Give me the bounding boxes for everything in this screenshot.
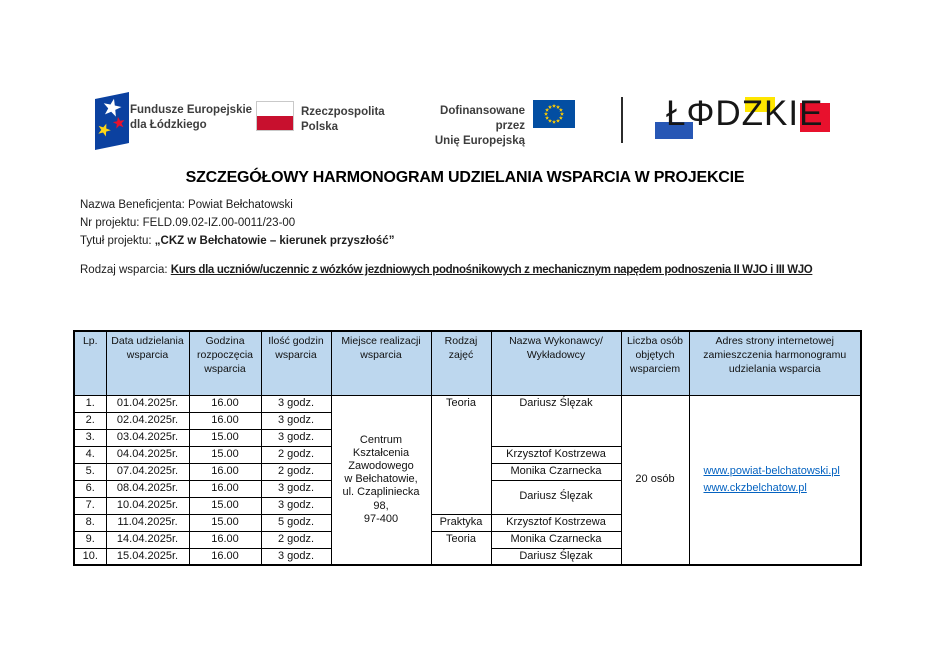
cell-time: 15.00 [189, 514, 261, 531]
cell-date: 04.04.2025r. [106, 446, 189, 463]
cell-hours: 3 godz. [261, 395, 331, 412]
cell-lp: 4. [74, 446, 106, 463]
cell-date: 02.04.2025r. [106, 412, 189, 429]
cell-date: 14.04.2025r. [106, 531, 189, 548]
header-data: Data udzielania wsparcia [106, 331, 189, 395]
link-ckzbelchatow[interactable]: www.ckzbelchatow.pl [703, 481, 807, 494]
cell-hours: 3 godz. [261, 480, 331, 497]
cell-wykonawca: Krzysztof Kostrzewa [491, 514, 621, 531]
cell-rodzaj: Teoria [431, 531, 491, 565]
cell-time: 15.00 [189, 429, 261, 446]
fundusze-europejskie-flag-icon [95, 92, 129, 155]
header-godzina: Godzina rozpoczęcia wsparcia [189, 331, 261, 395]
support-type-line: Rodzaj wsparcia: Kurs dla uczniów/uczennic z wózków jezdniowych podnośnikowych z mechanicznym napędem podnoszenia II WJO i III WJO [80, 264, 813, 276]
header-lp: Lp. [74, 331, 106, 395]
cell-rodzaj: Praktyka [431, 514, 491, 531]
cell-time: 16.00 [189, 463, 261, 480]
cell-hours: 5 godz. [261, 514, 331, 531]
cell-adres [689, 395, 861, 565]
eu-flag-icon [533, 100, 575, 133]
schedule-table [73, 330, 862, 566]
cell-date: 11.04.2025r. [106, 514, 189, 531]
project-number-line: Nr projektu: FELD.09.02-IZ.00-0011/23-00 [80, 217, 296, 229]
cell-time: 16.00 [189, 395, 261, 412]
cell-hours: 3 godz. [261, 548, 331, 565]
header-liczba: Liczba osób objętych wsparciem [621, 331, 689, 395]
cell-lp: 2. [74, 412, 106, 429]
table-row [74, 395, 861, 412]
cell-wykonawca: Dariusz Ślęzak [491, 480, 621, 514]
cell-lp: 9. [74, 531, 106, 548]
project-title-line: Tytuł projektu: „CKZ w Bełchatowie – kierunek przyszłość” [80, 235, 395, 247]
header-rodzaj: Rodzaj zajęć [431, 331, 491, 395]
cell-miejsce: Centrum Kształcenia Zawodowego w Bełchatowie, ul. Czapliniecka 98, 97-400 [331, 395, 431, 565]
lodzkie-logo [650, 90, 830, 142]
page-title: SZCZEGÓŁOWY HARMONOGRAM UDZIELANIA WSPARCIA W PROJEKCIE [185, 169, 745, 186]
cell-date: 08.04.2025r. [106, 480, 189, 497]
cell-hours: 2 godz. [261, 463, 331, 480]
link-powiat-belchatowski[interactable]: www.powiat-belchatowski.pl [703, 464, 840, 477]
cell-lp: 3. [74, 429, 106, 446]
table-header-row [74, 331, 861, 395]
cell-date: 07.04.2025r. [106, 463, 189, 480]
cell-lp: 8. [74, 514, 106, 531]
logo-band [0, 0, 930, 160]
cell-wykonawca: Monika Czarnecka [491, 463, 621, 480]
cell-lp: 1. [74, 395, 106, 412]
header-adres: Adres strony internetowej zamieszczenia harmonogramu udzielania wsparcia [689, 331, 861, 395]
cell-time: 16.00 [189, 480, 261, 497]
cell-hours: 3 godz. [261, 497, 331, 514]
header-ilosc: Ilość godzin wsparcia [261, 331, 331, 395]
header-wykonawca: Nazwa Wykonawcy/ Wykładowcy [491, 331, 621, 395]
cell-wykonawca: Monika Czarnecka [491, 531, 621, 548]
cell-lp: 10. [74, 548, 106, 565]
cell-liczba: 20 osób [621, 395, 689, 565]
cell-time: 16.00 [189, 531, 261, 548]
cell-time: 16.00 [189, 412, 261, 429]
lodzkie-wordmark: ŁΦDZKIE [666, 94, 824, 133]
cell-date: 01.04.2025r. [106, 395, 189, 412]
cell-lp: 7. [74, 497, 106, 514]
cell-wykonawca: Dariusz Ślęzak [491, 548, 621, 565]
beneficiary-line: Nazwa Beneficjenta: Powiat Bełchatowski [80, 199, 293, 211]
cell-hours: 2 godz. [261, 531, 331, 548]
eu-funding-label: Dofinansowane przez Unię Europejską [434, 105, 525, 147]
cell-lp: 6. [74, 480, 106, 497]
logo-separator [621, 97, 623, 143]
header-miejsce: Miejsce realizacji wsparcia [331, 331, 431, 395]
cell-hours: 2 godz. [261, 446, 331, 463]
project-info [80, 199, 812, 282]
cell-time: 15.00 [189, 446, 261, 463]
cell-time: 16.00 [189, 548, 261, 565]
cell-date: 10.04.2025r. [106, 497, 189, 514]
cell-wykonawca: Krzysztof Kostrzewa [491, 446, 621, 463]
poland-flag-icon [256, 101, 294, 131]
cell-date: 03.04.2025r. [106, 429, 189, 446]
cell-hours: 3 godz. [261, 429, 331, 446]
cell-time: 15.00 [189, 497, 261, 514]
rzeczpospolita-polska-label: Rzeczpospolita Polska [301, 106, 385, 133]
cell-lp: 5. [74, 463, 106, 480]
fundusze-europejskie-label: Fundusze Europejskie dla Łódzkiego [130, 104, 253, 131]
cell-wykonawca: Dariusz Ślęzak [491, 395, 621, 446]
cell-rodzaj: Teoria [431, 395, 491, 514]
cell-date: 15.04.2025r. [106, 548, 189, 565]
cell-hours: 3 godz. [261, 412, 331, 429]
